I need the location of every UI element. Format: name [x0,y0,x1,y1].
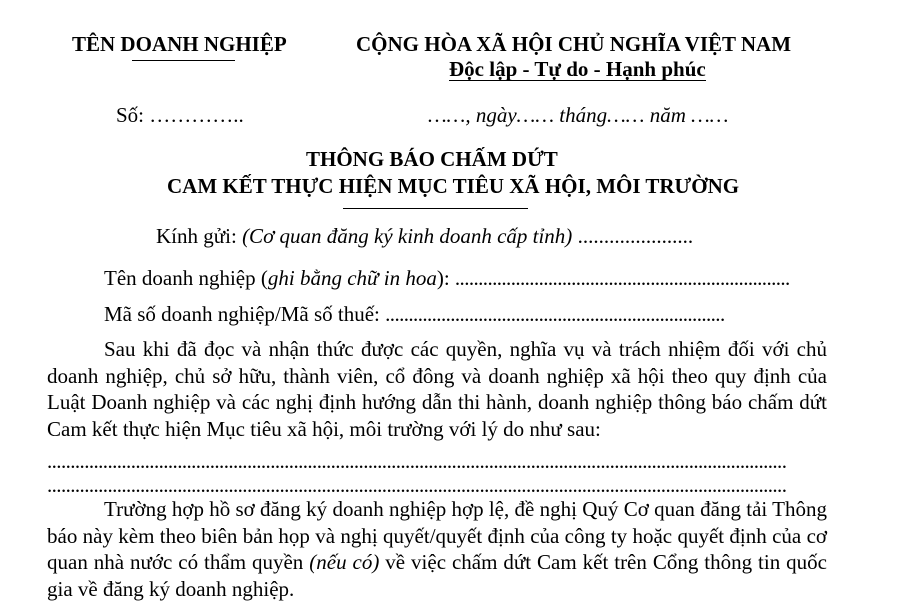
paragraph-2-text-a: Trường hợp hồ sơ đăng ký doanh nghiệp hợp lệ, đề nghị Quý Cơ quan đăng tải Thông báo này kèm theo biên bản họp và nghị quyết/quyết định của công ty hoặc quyết định của cơ quan nhà nước có thẩm quyền [47,497,827,574]
tax-code-dots: ......................................................................... [385,302,725,326]
reason-dots-line-2: ............................................................................................................................................................... [47,473,787,497]
nation-heading: CỘNG HÒA XÃ HỘI CHỦ NGHĨA VIỆT NAM [356,32,792,56]
paragraph-1-text: Sau khi đã đọc và nhận thức được các quyền, nghĩa vụ và trách nhiệm đối với chủ doanh nghiệp, chủ sở hữu, thành viên, cổ đông và doanh nghiệp xã hội theo quy định của Luật Doanh nghiệp và các nghị định hướng dẫn thi hành, doanh nghiệp thông báo chấm dứt Cam kết thực hiện Mục tiêu xã hội, môi trường với lý do như sau: [47,337,827,441]
company-name-dots: ........................................................................ [454,266,790,290]
title-line-1: THÔNG BÁO CHẤM DỨT [306,147,558,171]
paragraph-2-italic: (nếu có) [309,550,380,574]
company-name-hint: ghi bằng chữ in hoa [267,266,437,290]
company-name-underline [132,60,235,61]
company-name-heading: TÊN DOANH NGHIỆP [72,32,287,56]
recipient-label: Kính gửi: [156,224,237,248]
tax-code-label: Mã số doanh nghiệp/Mã số thuế: [104,302,386,326]
date-line: ……, ngày…… tháng…… năm …… [428,103,729,127]
reason-dots-line-1: ............................................................................................................................................................... [47,449,787,473]
tax-code-field [104,302,725,327]
recipient-dots: ...................... [572,224,694,248]
title-underline [343,208,528,209]
paragraph-publication-request [47,496,827,602]
company-name-field [104,266,790,291]
paragraph-2-text-b: về việc chấm dứt Cam kết trên Cổng thông tin quốc gia về đăng ký doanh nghiệp. [47,550,827,601]
motto: Độc lập - Tự do - Hạnh phúc [449,57,706,81]
recipient-value: (Cơ quan đăng ký kinh doanh cấp tỉnh) [242,224,573,248]
title-line-2: CAM KẾT THỰC HIỆN MỤC TIÊU XÃ HỘI, MÔI TRƯỜNG [167,174,740,198]
document-number: Số: ………….. [116,103,244,127]
recipient-line [156,224,693,249]
paragraph-commitment-statement [47,336,827,442]
company-name-suffix: ): [436,266,455,290]
company-name-label: Tên doanh nghiệp ( [104,266,268,290]
